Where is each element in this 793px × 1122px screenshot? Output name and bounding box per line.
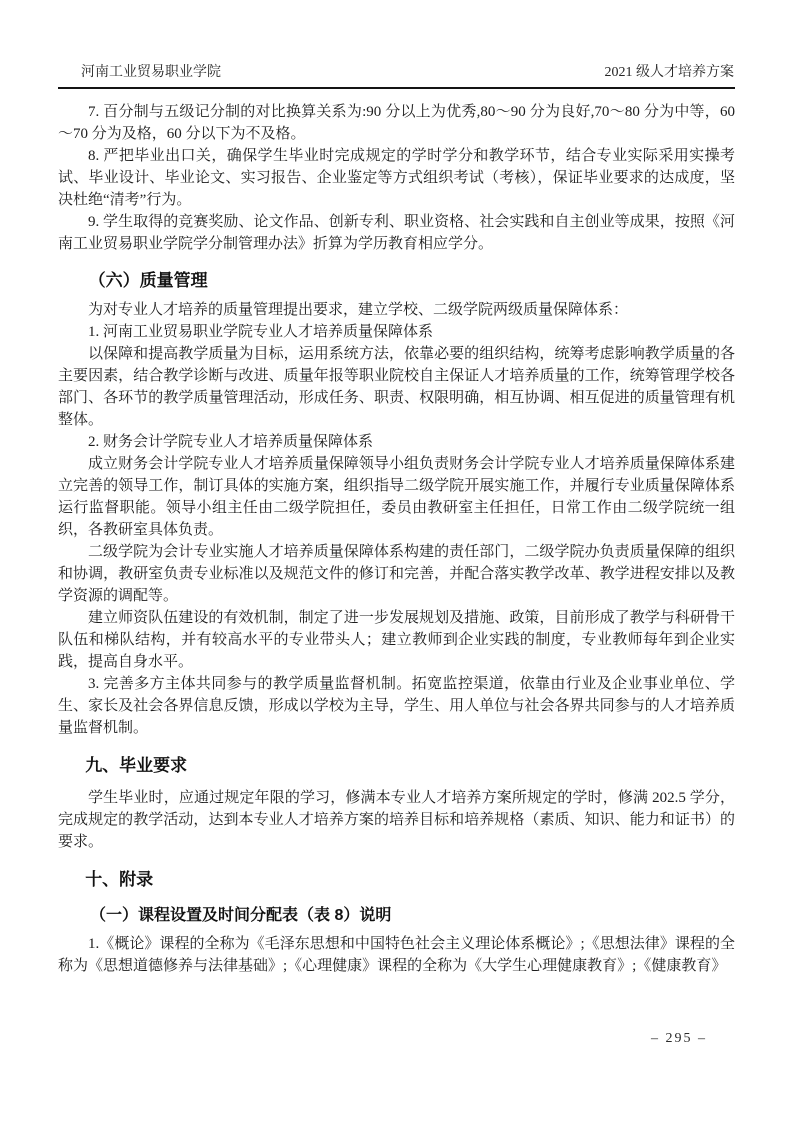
para-awards-credits: 9. 学生取得的竞赛奖励、论文作品、创新专利、职业资格、社会实践和自主创业等成果，按照《河南工业贸易职业学院学分制管理办法》折算为学历教育相应学分。 [58,214,735,252]
para-grading-scale: 7. 百分制与五级记分制的对比换算关系为:90 分以上为优秀,80～90 分为良好,70～80 分为中等，60～70 分为及格，60 分以下为不及格。 [58,104,735,142]
para-quality-item1-title: 1. 河南工业贸易职业学院专业人才培养质量保障体系 [88,324,434,340]
para-quality-item1-body: 以保障和提高教学质量为目标，运用系统方法，依靠必要的组织结构，统筹考虑影响教学质量的各主要因素，结合教学诊断与改进、质量年报等职业院校自主保证人才培养质量的工作，统筹管理学校各部门、各环节的教学质量管理活动，形成任务、职责、权限明确，相互协调、相互促进的质量管理有机整体。 [58,346,735,428]
para-graduation-gate: 8. 严把毕业出口关，确保学生毕业时完成规定的学时学分和教学环节，结合专业实际采用实操考试、毕业设计、毕业论文、实习报告、企业鉴定等方式组织考试（考核），保证毕业要求的达成度，坚决杜绝“清考”行为。 [58,148,735,208]
heading-course-table-notes: （一）课程设置及时间分配表（表 8）说明 [90,907,392,924]
para-quality-intro: 为对专业人才培养的质量管理提出要求，建立学校、二级学院两级质量保障体系： [88,302,629,318]
page-header [58,64,735,89]
heading-appendix: 十、附录 [85,870,154,889]
document-body [58,101,735,977]
para-quality-item2-body2: 二级学院为会计专业实施人才培养质量保障体系构建的责任部门，二级学院办负责质量保障的组织和协调，教研室负责专业标准以及规范文件的修订和完善，并配合落实教学改革、教学进程安排以及教学资源的调配等。 [58,544,735,604]
para-quality-item2-body1: 成立财务会计学院专业人才培养质量保障领导小组负责财务会计学院专业人才培养质量保障体系建立完善的领导工作，制订具体的实施方案，组织指导二级学院开展实施工作，并履行专业质量保障体系运行监督职能。领导小组主任由二级学院担任，委员由教研室主任担任，日常工作由二级学院统一组织，各教研室具体负责。 [58,456,735,538]
para-graduation-requirements: 学生毕业时，应通过规定年限的学习，修满本专业人才培养方案所规定的学时，修满 202.5 学分，完成规定的教学活动，达到本专业人才培养方案的培养目标和培养规格（素质、知识、能力和证书）的要求。 [58,790,735,850]
para-quality-item2-title: 2. 财务会计学院专业人才培养质量保障体系 [88,434,374,450]
heading-quality-management: （六）质量管理 [88,271,208,290]
para-quality-item2-body3: 建立师资队伍建设的有效机制，制定了进一步发展规划及措施、政策，目前形成了教学与科研骨干队伍和梯队结构，并有较高水平的专业带头人；建立教师到企业实践的制度，专业教师每年到企业实践，提高自身水平。 [58,610,735,670]
para-quality-item3: 3. 完善多方主体共同参与的教学质量监督机制。拓宽监控渠道，依靠由行业及企业事业单位、学生、家长及社会各界信息反馈，形成以学校为主导，学生、用人单位与社会各界共同参与的人才培养质量监督机制。 [58,676,735,736]
para-course-note-1: 1.《概论》课程的全称为《毛泽东思想和中国特色社会主义理论体系概论》;《思想法律》课程的全称为《思想道德修养与法律基础》;《心理健康》课程的全称为《大学生心理健康教育》;《健康教育》 [58,936,735,974]
heading-graduation-requirements: 九、毕业要求 [85,756,188,775]
header-plan-title: 2021 级人才培养方案 [604,65,734,80]
page-number: – 295 – [651,1031,707,1046]
header-school-name: 河南工业贸易职业学院 [81,65,221,80]
